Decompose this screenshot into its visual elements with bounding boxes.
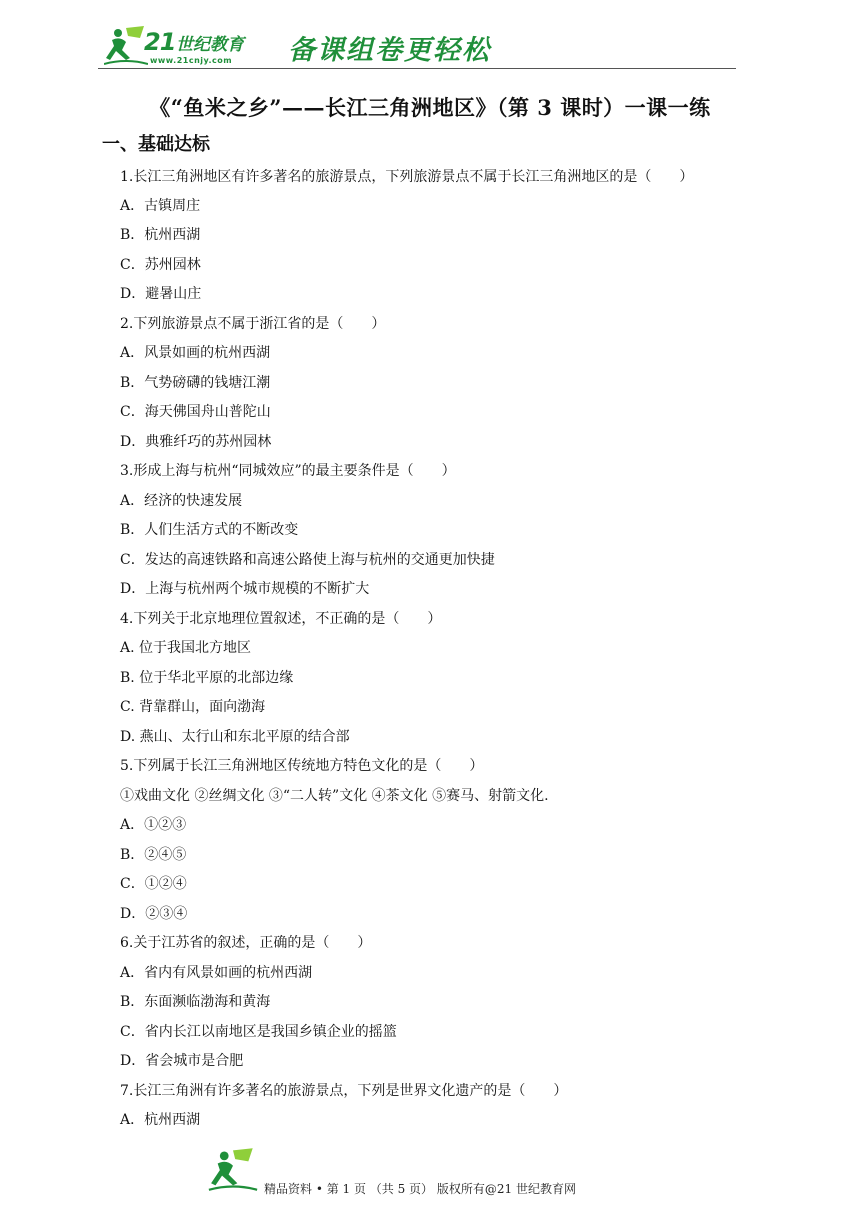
question-line: A．经济的快速发展 [120,493,243,509]
question-line: D. 燕山、太行山和东北平原的结合部 [120,729,350,745]
question-line: C．发达的高速铁路和高速公路使上海与杭州的交通更加快捷 [120,552,495,568]
question-line: B. 位于华北平原的北部边缘 [120,670,294,686]
question-line: D．省会城市是合肥 [120,1053,244,1069]
question-line: A．风景如画的杭州西湖 [120,345,271,361]
question-line: D．典雅纤巧的苏州园林 [120,434,272,450]
question-line: D．上海与杭州两个城市规模的不断扩大 [120,581,370,597]
page-header [98,22,736,72]
question-line: C．省内长江以南地区是我国乡镇企业的摇篮 [120,1024,397,1040]
question-line: D．避暑山庄 [120,286,202,302]
question-line: 2.下列旅游景点不属于浙江省的是（ ） [120,316,386,332]
question-line: 3.形成上海与杭州“同城效应”的最主要条件是（ ） [120,463,456,479]
question-line: A．省内有风景如画的杭州西湖 [120,965,313,981]
question-line: A．杭州西湖 [120,1112,201,1128]
logo-url: www.21cnjy.com [150,56,233,65]
logo-number: 21 [144,28,176,56]
question-line: 1.长江三角洲地区有许多著名的旅游景点，下列旅游景点不属于长江三角洲地区的是（ ） [120,169,694,185]
question-line: C．苏州园林 [120,257,201,273]
header-divider [98,68,736,69]
question-line: B．②④⑤ [120,847,187,863]
question-line: A．①②③ [120,817,187,833]
question-line: C．①②④ [120,876,187,892]
question-line: 7.长江三角洲有许多著名的旅游景点，下列是世界文化遗产的是（ ） [120,1083,568,1099]
question-line: A．古镇周庄 [120,198,201,214]
question-line: ①戏曲文化 ②丝绸文化 ③“二人转”文化 ④茶文化 ⑤赛马、射箭文化. [120,788,549,804]
question-line: 6.关于江苏省的叙述，正确的是（ ） [120,935,372,951]
header-slogan: 备课组卷更轻松 [288,35,491,66]
section-heading: 一、基础达标 [102,134,210,155]
question-line: A. 位于我国北方地区 [120,640,252,656]
question-line: C．海天佛国舟山普陀山 [120,404,271,420]
question-line: B．人们生活方式的不断改变 [120,522,299,538]
question-line: B．气势磅礴的钱塘江潮 [120,375,271,391]
question-line: B．杭州西湖 [120,227,201,243]
document-title: 《“鱼米之乡”——长江三角洲地区》（第 3 课时）一课一练 [149,95,711,120]
question-line: B．东面濒临渤海和黄海 [120,994,271,1010]
logo-text: 世纪教育 [176,35,244,55]
question-line: 4.下列关于北京地理位置叙述，不正确的是（ ） [120,611,442,627]
runner-logo-icon [104,24,148,66]
page-footer [0,1140,860,1200]
footer-text: 精品资料 • 第 1 页 （共 5 页） 版权所有@21 世纪教育网 [264,1182,576,1196]
question-line: 5.下列属于长江三角洲地区传统地方特色文化的是（ ） [120,758,484,774]
runner-logo-icon [205,1146,261,1192]
question-line: D．②③④ [120,906,188,922]
question-line: C. 背靠群山，面向渤海 [120,699,266,715]
